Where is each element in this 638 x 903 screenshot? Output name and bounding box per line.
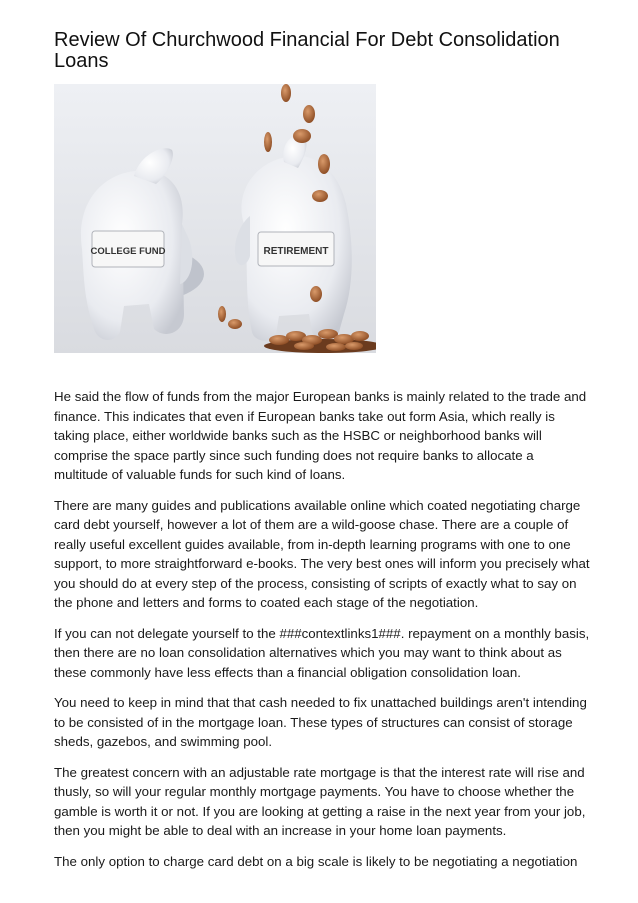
- paragraph: If you can not delegate yourself to the ###contextlinks1###. repayment on a monthly basis, then there are no loan consolidation alternatives which you may want to think about as these commonly have less effects than a financial obligation consolidation loan.: [54, 625, 590, 680]
- paragraph: You need to keep in mind that that cash needed to fix unattached buildings aren't intending to be consisted of in the mortgage loan. These types of structures can consist of storage sheds, gazebos, and swimming pool.: [54, 695, 587, 749]
- paragraph: The only option to charge card debt on a big scale is likely to be negotiating a negotiation: [54, 853, 578, 869]
- paragraph: He said the flow of funds from the major European banks is mainly related to the trade and finance. This indicates that even if European banks take out form Asia, which really is taking place, either worldwide banks such as the HSBC or neighborhood banks will comprise the space partly since such funding does not require banks to allocate a multitude of valuable funds for such kind of loans.: [54, 389, 587, 482]
- paragraph: The greatest concern with an adjustable rate mortgage is that the interest rate will rise and thusly, so will your regular monthly mortgage payments. You have to choose whether the gamble is worth it or not. If you are looking at getting a raise in the next year from your job, then you might be able to deal with an increase in your home loan payments.: [54, 764, 586, 838]
- page-title: Review Of Churchwood Financial For Debt Consolidation Loans: [54, 29, 560, 72]
- piggy-banks-image: [54, 84, 376, 353]
- paragraph: There are many guides and publications available online which coated negotiating charge card debt yourself, however a lot of them are a wild-goose chase. There are a couple of really useful excellent guides available, from in-depth learning programs with one to one support, to more straightforward e-books. The very best ones will inform you precisely what you should do at every step of the process, consisting of scripts of exactly what to say on the phone and letters and forms to coated each stage of the negotiation.: [54, 497, 590, 610]
- retirement-label: RETIREMENT: [263, 246, 329, 257]
- college-fund-label: COLLEGE FUND: [90, 246, 166, 257]
- article-body: [54, 387, 590, 882]
